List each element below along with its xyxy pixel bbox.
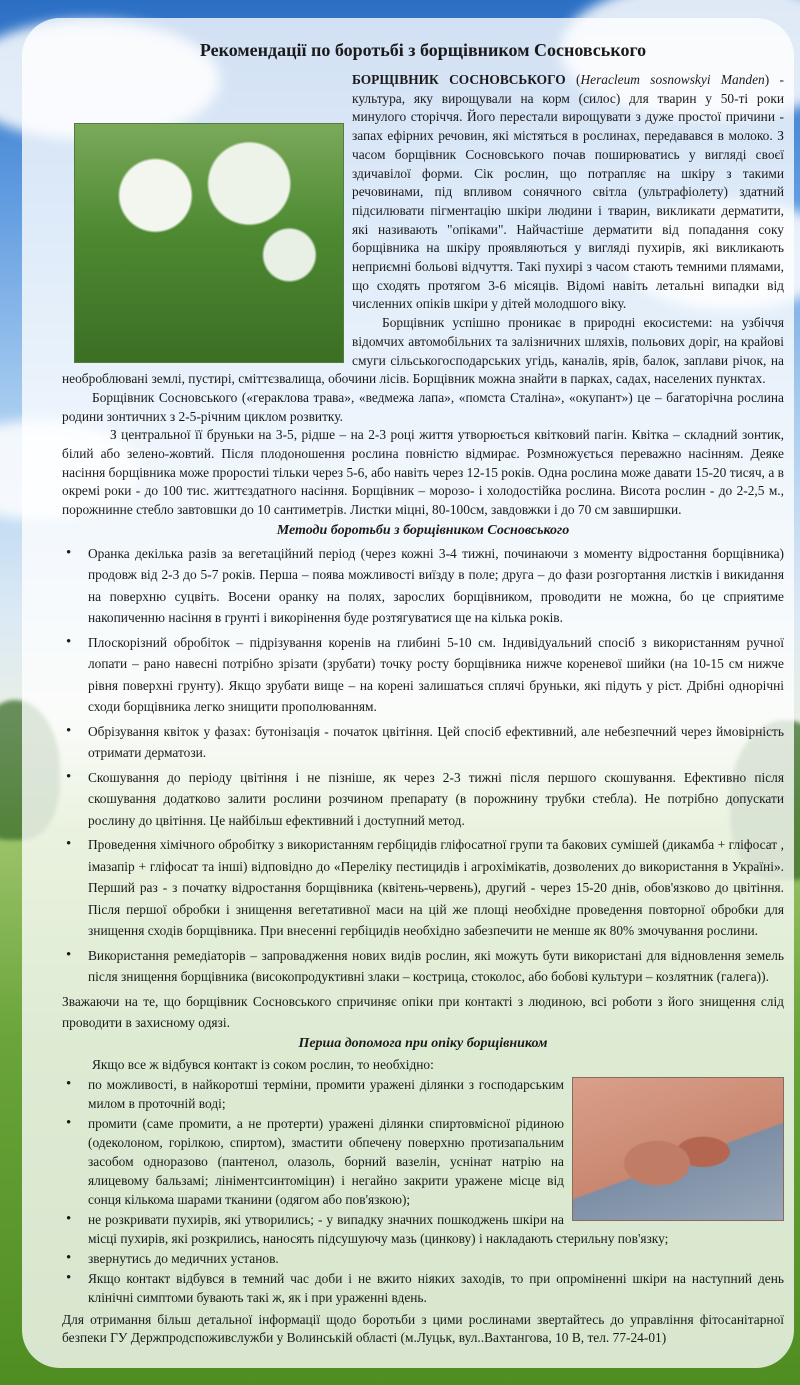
intro-text: - культура, яку вирощували на корм (силос) для тварин у 50-ті роки минулого сторіччя. Його перестали вирощувати з дуже простої причини - запах ефірних речовин, які містяться в рослинах, передавався в молоко. З часом борщівник Сосновського почав поширюватись у вигляді своєї здичавілої форми. Сік рослин, що потрапляє на шкіру з такими речовинами, під впливом сонячного світла (ультрафіолету) здатний підсилювати пігментацію шкіри людини і тварин, викликати дерматити, які називають "опіками". Найчастіше дерматити від попадання соку борщівника на шкіру проявляються у вигляді пухирів, які викликають неприємні больові відчуття. Такі пухирі з часом стають темними плямами, що сходять протягом 3-6 місяців. Відомі навіть летальні випадки від численних опіків шкіри у дітей молодшого віку. <box>352 72 785 312</box>
aid-item: • по можливості, в найкоротші терміни, промити уражені ділянки з господарським милом в проточній воді; <box>62 1075 784 1113</box>
hogweed-photo <box>74 123 344 363</box>
first-aid-title: Перша допомога при опіку борщівником <box>298 1035 548 1051</box>
aid-item: • не розкривати пухирів, які утворились; - у випадку значних пошкоджень шкіри на місці пухирів, які розкрились, наносять підсушуючу мазь (цинкову) і накладають стерильну пов'язку; <box>62 1210 784 1248</box>
biology-paragraph: З центральної її бруньки на 3-5, рідше – на 2-3 році життя утворюється квітковий пагін. Квітка – складний зонтик, білий або зелено-жовтий. Після плодоношення рослина повністю відмирає. Розмножується переважно насінням. Деяке насіння борщівника може проростиі тільки через 5-6, або навіть через 12-15 років. Одна рослина може давати 15-20 тисяч, а в окремі роки - до 100 тис. життєздатного насіння. Борщівник – морозо- і холодостійка рослина. Висота рослин - до 2-2,5 м., порожнинне стебло завтовшки до 10 сантиметрів. Листки міцні, 80-100см, завдовжки і до 70 см завширшки. <box>62 427 784 518</box>
methods-note: Зважаючи на те, що борщівник Сосновського спричиняє опіки при контакті з людиною, всі роботи з його знищення слід проводити в захисному одязі. <box>62 993 784 1030</box>
method-item: • Проведення хімічного обробітку з використанням гербіцидів гліфосатної групи та бакових сумішей (дикамба + гліфосат , імазапір + гліфосат та інші) відповідно до «Переліку пестицидів і агрохімікатів, дозволених до використання в Україні». Перший раз - з початку відростання борщівника (квітень-червень), другий - через 15-20 днів, обов'язково до цвітіння. Після першої обробки і знищення вегетативної маси на цій же площі необхідне проведення повторної обробки для знищення сходів борщівника. При внесенні гербіцидів необхідно забезпечити не менше як 80% змочування рослини. <box>62 834 784 942</box>
aid-item: • Якщо контакт відбувся в темний час доби і не вжито ніяких заходів, то при опроміненні шкіри на наступний день клінічні симптоми бувають такі ж, як і при ураженні вдень. <box>62 1269 784 1307</box>
methods-title: Методи боротьби з борщівником Сосновського <box>276 522 570 538</box>
habitat-paragraph: Борщівник успішно проникає в природні екосистеми: на узбіччя відомчих автомобільних та залізничних шляхів, польових доріг, на крайові смуги сільськогосподарських угідь, каналів, ярів, балок, заплави річок, на необроблювані землі, пустирі, сміттєзвалища, обочини лісів. Борщівник можна знайти в парках, садах, населених пунктах. <box>62 315 784 387</box>
method-item: • Оранка декілька разів за вегетаційний період (через кожні 3-4 тижні, починаючи з моменту відростання борщівника) продовж від 2-3 до 5-7 років. Перша – поява можливості виїзду в поле; друга – до фази розгортання листків і викидання на поверхню суцвіть. Восени оранку на полях, зарослих борщівником, проводити не можна, бо це сприятиме накопиченню насіння в грунті і викорінення буде розтягуватися ще на кілька років. <box>62 543 784 629</box>
aid-item: • звернутись до медичних установ. <box>62 1249 784 1268</box>
method-item: • Використання ремедіаторів – запровадження нових видів рослин, які можуть бути використані для відновлення земель після знищення борщівника (високопродуктивні злаки – кострица, стоколос, або бобові культури – козлятник (галега)). <box>62 945 784 988</box>
page-title: Рекомендації по боротьбі з борщівником Сосновського <box>199 40 647 60</box>
contact-footer: Для отримання більш детальної інформації щодо боротьби з цими рослинами звертайтесь до управління фітосанітарної безпеки ГУ Держпродспоживслужби у Волинській області (м.Луцьк, вул..Вахтангова, 10 В, тел. 77-24-01) <box>62 1311 784 1346</box>
methods-list <box>62 543 784 988</box>
method-item: • Плоскорізний обробіток – підрізування коренів на глибині 5-10 см. Індивідуальний спосіб з використанням ручної лопати – рано навесні потрібно зрізати (зрубати) точку росту борщівника нижче кореневої шийки (на 10-15 см нижче рівня поверхні грунту). Якщо зрубати вище – на корені залишаться сплячі бруньки, які підуть у ріст. Дрібні однорічні сходи борщівника легко знищити прополюванням. <box>62 632 784 718</box>
method-item: • Скошування до періоду цвітіння і не пізніше, як через 2-3 тижні після першого скошування. Ефективно після скошування додатково залити рослини розчином препарату (в порожнину трубки стебла). Не потрібно допускати рослину до цвітіння. Це найбільш ефективний і доступний метод. <box>62 767 784 832</box>
aid-item: • промити (саме промити, а не протерти) уражені ділянки спиртовмісної рідиною (одеколоном, горілкою, спиртом), змастити обпечену поверхню протизапальним засобом одноразово (пантенол, олазоль, борний вазелін, уснінат натрію на ялицевому бальзамі; лініментсинтоміцин) і негайно закрити уражене місце від сонця кількома шарами тканини (одягом або пов'язкою); <box>62 1114 784 1209</box>
latin-name: Heracleum sosnowskyi Manden <box>580 72 765 87</box>
first-aid-list <box>62 1075 784 1307</box>
intro-paragraph: БОРЩІВНИК СОСНОВСЬКОГО (Heracleum sosnowskyi Manden) - культура, яку вирощували на корм (силос) для тварин у 50-ті роки минулого сторіччя. Його перестали вирощувати з дуже простої причини - запах ефірних речовин, які містяться в рослинах, передавався в молоко. З часом борщівник Сосновського почав поширюватись у вигляді своєї здичавілої форми. Сік рослин, що потрапляє на шкіру з такими речовинами, під впливом сонячного світла (ультрафіолету) здатний підсилювати пігментацію шкіри людини і тварин, викликати дерматити, які називають "опіками". Найчастіше дерматити від попадання соку борщівника на шкіру проявляються у вигляді пухирів, які викликають неприємні больові відчуття. Такі пухирі з часом стають темними плямами, що сходять протягом 3-6 місяців. Відомі навіть летальні випадки від численних опіків шкіри у дітей молодшого віку. <box>352 72 785 312</box>
first-aid-intro: Якщо все ж відбувся контакт із соком рослин, то необхідно: <box>92 1056 434 1072</box>
content-panel <box>22 18 794 1368</box>
document-body <box>62 40 784 1348</box>
method-item: • Обрізування квіток у фазах: бутонізація - початок цвітіння. Цей спосіб ефективний, але небезпечний через ймовірність отримати дерматози. <box>62 721 784 764</box>
plant-name: БОРЩІВНИК СОСНОВСЬКОГО <box>352 72 566 87</box>
names-paragraph: Борщівник Сосновського («гераклова трава», «ведмежа лапа», «помста Сталіна», «окупант») це – багаторічна рослина родини зонтичних з 2-5-річним циклом розвитку. <box>62 389 784 424</box>
